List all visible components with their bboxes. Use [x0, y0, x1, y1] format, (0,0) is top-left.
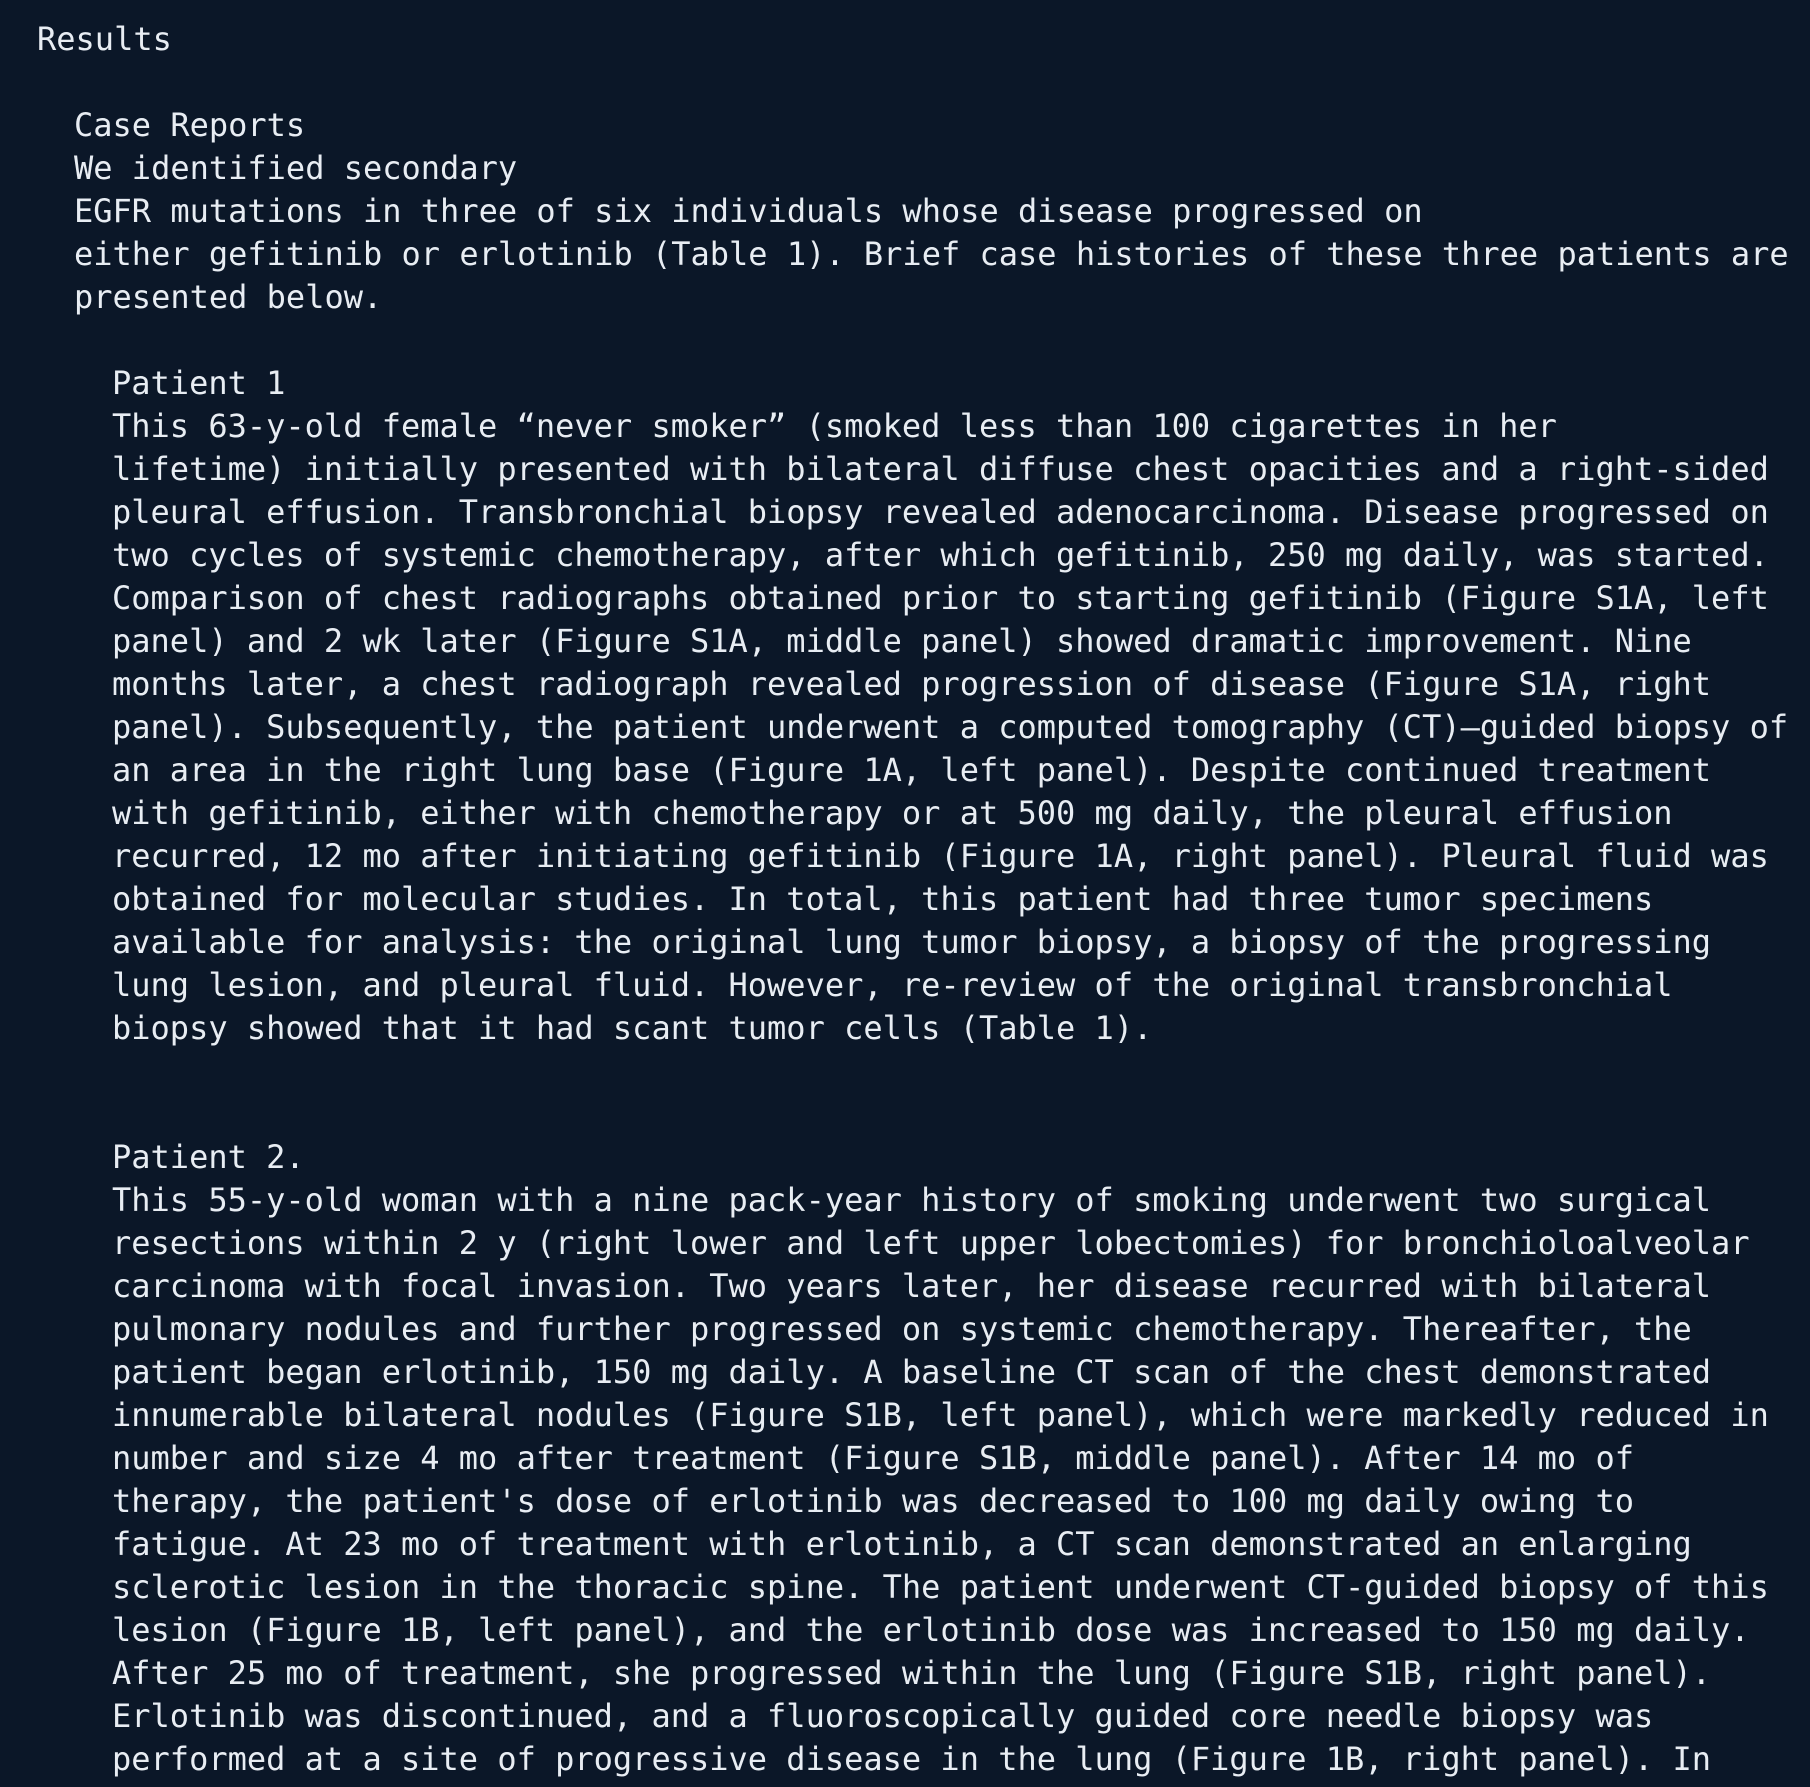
patient2-line: lesion (Figure 1B, left panel), and the erlotinib dose was increased to 150 mg daily. [112, 1611, 1750, 1649]
patient1-line: an area in the right lung base (Figure 1A, left panel). Despite continued treatment [112, 751, 1712, 789]
patient2-line: fatigue. At 23 mo of treatment with erlotinib, a CT scan demonstrated an enlarging [112, 1525, 1692, 1563]
patient1-line: available for analysis: the original lung tumor biopsy, a biopsy of the progressing [112, 923, 1712, 961]
patient1-line: panel) and 2 wk later (Figure S1A, middle panel) showed dramatic improvement. Nine [112, 622, 1692, 660]
patient1-line: lung lesion, and pleural fluid. However, re-review of the original transbronchial [112, 966, 1673, 1004]
patient1-line: This 63-y-old female “never smoker” (smoked less than 100 cigarettes in her [112, 407, 1557, 445]
intro-line: We identified secondary [74, 149, 518, 187]
patient1-line: with gefitinib, either with chemotherapy or at 500 mg daily, the pleural effusion [112, 794, 1673, 832]
patient2-line: performed at a site of progressive disease in the lung (Figure 1B, right panel). In [112, 1740, 1712, 1778]
intro-line: either gefitinib or erlotinib (Table 1). Brief case histories of these three patients are [74, 235, 1789, 273]
patient2-line: innumerable bilateral nodules (Figure S1B, left panel), which were markedly reduced in [112, 1396, 1769, 1434]
patient2-line: Erlotinib was discontinued, and a fluoroscopically guided core needle biopsy was [112, 1697, 1654, 1735]
patient1-line: Comparison of chest radiographs obtained prior to starting gefitinib (Figure S1A, left [112, 579, 1769, 617]
patient2-heading: Patient 2. [112, 1138, 305, 1176]
patient2-line: pulmonary nodules and further progressed on systemic chemotherapy. Thereafter, the [112, 1310, 1692, 1348]
patient2-line: After 25 mo of treatment, she progressed within the lung (Figure S1B, right panel). [112, 1654, 1712, 1692]
case-reports-heading: Case Reports [74, 106, 306, 144]
patient2-line: patient began erlotinib, 150 mg daily. A baseline CT scan of the chest demonstrated [112, 1353, 1712, 1391]
patient2-line: This 55-y-old woman with a nine pack-year history of smoking underwent two surgical [112, 1181, 1712, 1219]
patient1-line: biopsy showed that it had scant tumor cells (Table 1). [112, 1009, 1153, 1047]
patient2-line: carcinoma with focal invasion. Two years later, her disease recurred with bilateral [112, 1267, 1712, 1305]
intro-line: EGFR mutations in three of six individuals whose disease progressed on [74, 192, 1423, 230]
patient2-line: therapy, the patient's dose of erlotinib was decreased to 100 mg daily owing to [112, 1482, 1634, 1520]
patient2-line: resections within 2 y (right lower and left upper lobectomies) for bronchioloalveolar [112, 1224, 1750, 1262]
patient1-line: two cycles of systemic chemotherapy, after which gefitinib, 250 mg daily, was started. [112, 536, 1769, 574]
patient1-line: lifetime) initially presented with bilateral diffuse chest opacities and a right-sided [112, 450, 1769, 488]
patient2-line: sclerotic lesion in the thoracic spine. The patient underwent CT-guided biopsy of this [112, 1568, 1769, 1606]
patient2-line: number and size 4 mo after treatment (Figure S1B, middle panel). After 14 mo of [112, 1439, 1634, 1477]
patient1-heading: Patient 1 [112, 364, 286, 402]
patient1-line: pleural effusion. Transbronchial biopsy revealed adenocarcinoma. Disease progressed on [112, 493, 1769, 531]
patient1-line: months later, a chest radiograph revealed progression of disease (Figure S1A, right [112, 665, 1712, 703]
patient1-line: panel). Subsequently, the patient underwent a computed tomography (CT)–guided biopsy of [112, 708, 1789, 746]
patient1-line: obtained for molecular studies. In total, this patient had three tumor specimens [112, 880, 1654, 918]
section-title: Results [37, 20, 172, 58]
intro-line: presented below. [74, 278, 383, 316]
patient1-line: recurred, 12 mo after initiating gefitinib (Figure 1A, right panel). Pleural fluid was [112, 837, 1769, 875]
